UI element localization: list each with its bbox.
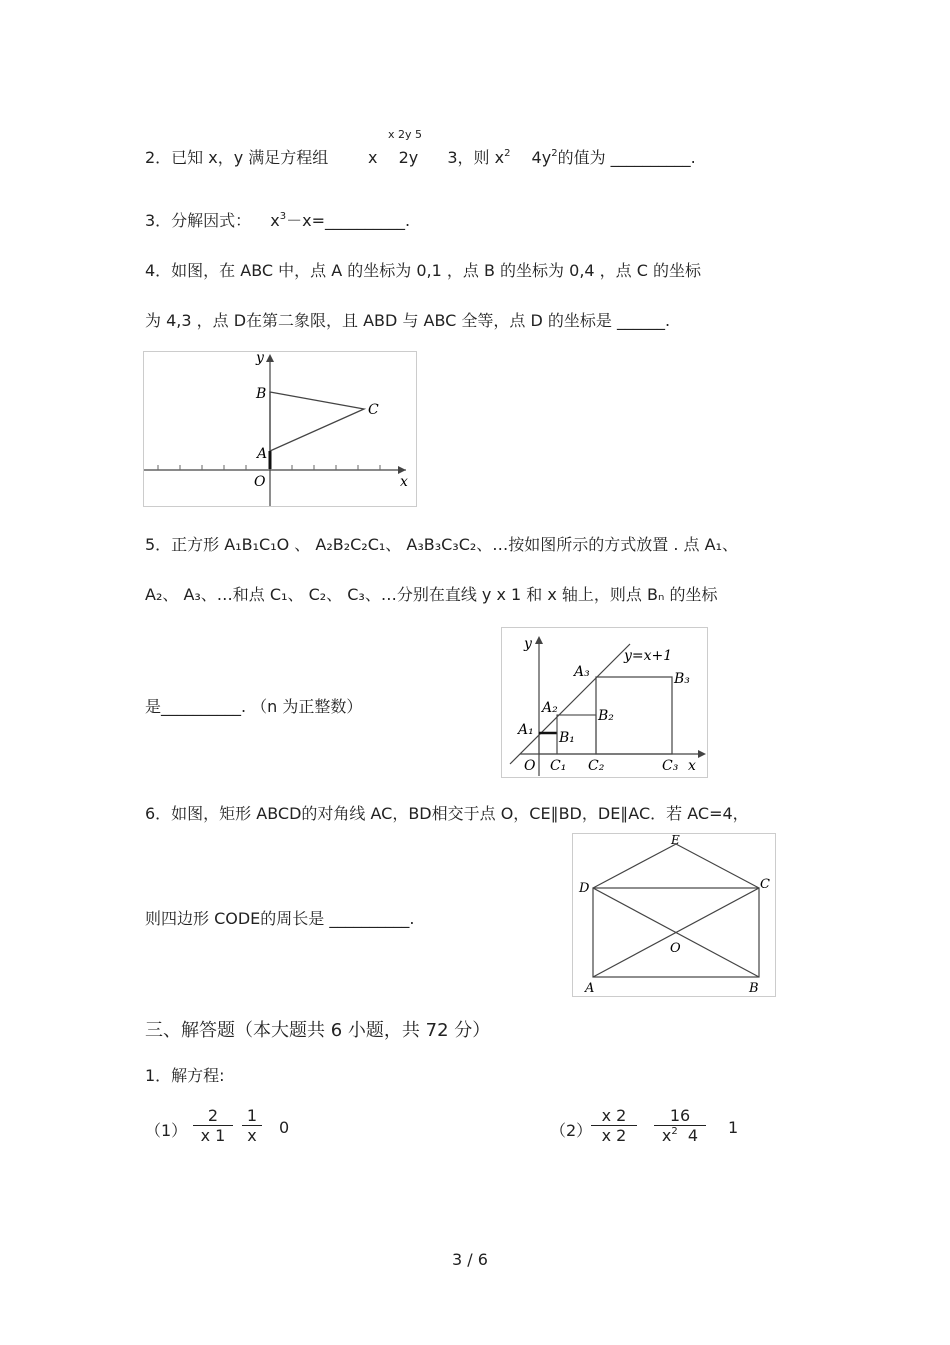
eq1-fraction-b xyxy=(242,1106,262,1145)
q5-fig-a3-label: A₃ xyxy=(574,664,590,680)
q2-prefix: 2．已知 x，y 满足方程组 xyxy=(145,148,329,167)
q6-line2: 则四边形 CODE的周长是 __________. xyxy=(145,909,415,928)
eq2-label: （2） xyxy=(550,1121,593,1140)
eq1-den-b: x xyxy=(247,1126,257,1145)
q5-fig-x-label: x xyxy=(688,758,696,774)
eq2-fraction-a xyxy=(591,1106,637,1145)
q5-fig-c3-label: C₃ xyxy=(662,758,679,774)
q5-line3: 是__________. （n 为正整数） xyxy=(145,697,363,716)
eq2-fraction-b xyxy=(654,1106,706,1145)
q6-fig-c-label: C xyxy=(760,877,770,892)
section3-title: 三、解答题（本大题共 6 小题，共 72 分） xyxy=(145,1020,491,1041)
q6-fig-d-label: D xyxy=(579,881,590,896)
q3-prefix: 3．分解因式： xyxy=(145,211,252,230)
q2-term-2y: 2y xyxy=(398,148,419,167)
eq1-rhs: 0 xyxy=(279,1118,290,1137)
eq2-den-a: x 2 xyxy=(601,1126,627,1145)
q2-system-row1: x 2y 5 xyxy=(388,128,423,141)
q5-fig-y-label: y xyxy=(524,636,532,652)
q5-fig-c2-label: C₂ xyxy=(588,758,605,774)
q6-figure xyxy=(572,833,776,997)
eq1-num-a: 2 xyxy=(193,1106,233,1126)
q2-suffix: 的值为 __________. xyxy=(557,148,696,167)
q2-system-row2 xyxy=(368,145,696,168)
q4-fig-b-label: B xyxy=(256,386,267,402)
eq2-rhs: 1 xyxy=(728,1118,739,1137)
q5-fig-a2-label: A₂ xyxy=(542,700,558,716)
q5-line1: 5．正方形 A₁B₁C₁O 、 A₂B₂C₂C₁、 A₃B₃C₃C₂、…按如图所示的方式放置 . 点 A₁、 xyxy=(145,535,739,554)
eq2-den-b-exp: 2 xyxy=(671,1126,678,1137)
eq2-den-b-var: x xyxy=(661,1126,672,1145)
problem1-title: 1．解方程: xyxy=(145,1066,225,1085)
q2-text xyxy=(145,145,328,168)
q3-text xyxy=(145,208,410,231)
eq2-num-a: x 2 xyxy=(591,1106,637,1126)
q6-line1: 6．如图，矩形 ABCD的对角线 AC，BD相交于点 O，CE∥BD，DE∥AC．若 AC=4， xyxy=(145,804,749,823)
q5-fig-a1-label: A₁ xyxy=(518,722,534,738)
q3-exp: 3 xyxy=(279,211,287,222)
q5-fig-o-label: O xyxy=(524,758,536,774)
eq2-den-b-rest: 4 xyxy=(677,1126,699,1145)
q6-fig-e-label: E xyxy=(671,834,680,847)
q2-rhs: 3，则 x xyxy=(447,148,505,167)
eq1-label: （1） xyxy=(145,1121,188,1140)
q4-line2: 为 4,3 ，点 D在第二象限，且 ABD 与 ABC 全等，点 D 的坐标是 ______. xyxy=(145,311,671,330)
q3-rest: －x=__________. xyxy=(286,211,411,230)
q6-fig-b-label: B xyxy=(749,981,759,996)
q5-fig-b2-label: B₂ xyxy=(598,708,614,724)
q6-fig-o-label: O xyxy=(670,941,681,956)
q4-figure xyxy=(143,351,417,507)
q2-exp-b: 2 xyxy=(551,148,558,159)
q5-fig-eq-label: y=x+1 xyxy=(624,648,673,664)
q4-line1: 4．如图，在 ABC 中，点 A 的坐标为 0,1 ，点 B 的坐标为 0,4 ，点 C 的坐标 xyxy=(145,261,702,280)
eq1-fraction-a xyxy=(193,1106,233,1145)
q5-fig-b3-label: B₃ xyxy=(674,671,690,687)
eq2-num-b: 16 xyxy=(654,1106,706,1126)
q4-fig-x-label: x xyxy=(400,474,408,490)
q4-fig-a-label: A xyxy=(257,446,268,462)
q5-fig-b1-label: B₁ xyxy=(559,730,575,746)
q4-fig-y-label: y xyxy=(256,352,264,366)
q5-figure xyxy=(501,627,708,778)
q4-fig-c-label: C xyxy=(368,402,379,418)
q2-term-4y: 4y xyxy=(531,148,552,167)
q4-fig-o-label: O xyxy=(254,474,266,490)
eq1-num-b: 1 xyxy=(242,1106,262,1126)
q2-exp: 2 xyxy=(504,148,511,159)
q3-var: x xyxy=(270,211,280,230)
page-number: 3 / 6 xyxy=(452,1250,488,1269)
eq2-den-b xyxy=(654,1126,706,1145)
q6-fig-a-label: A xyxy=(585,981,595,996)
eq1-den-a: x 1 xyxy=(200,1126,226,1145)
q5-fig-c1-label: C₁ xyxy=(550,758,567,774)
q2-var-x: x xyxy=(368,148,378,167)
q5-line2: A₂、 A₃、…和点 C₁、 C₂、 C₃、…分别在直线 y x 1 和 x 轴上，则点 Bₙ 的坐标 xyxy=(145,585,718,604)
